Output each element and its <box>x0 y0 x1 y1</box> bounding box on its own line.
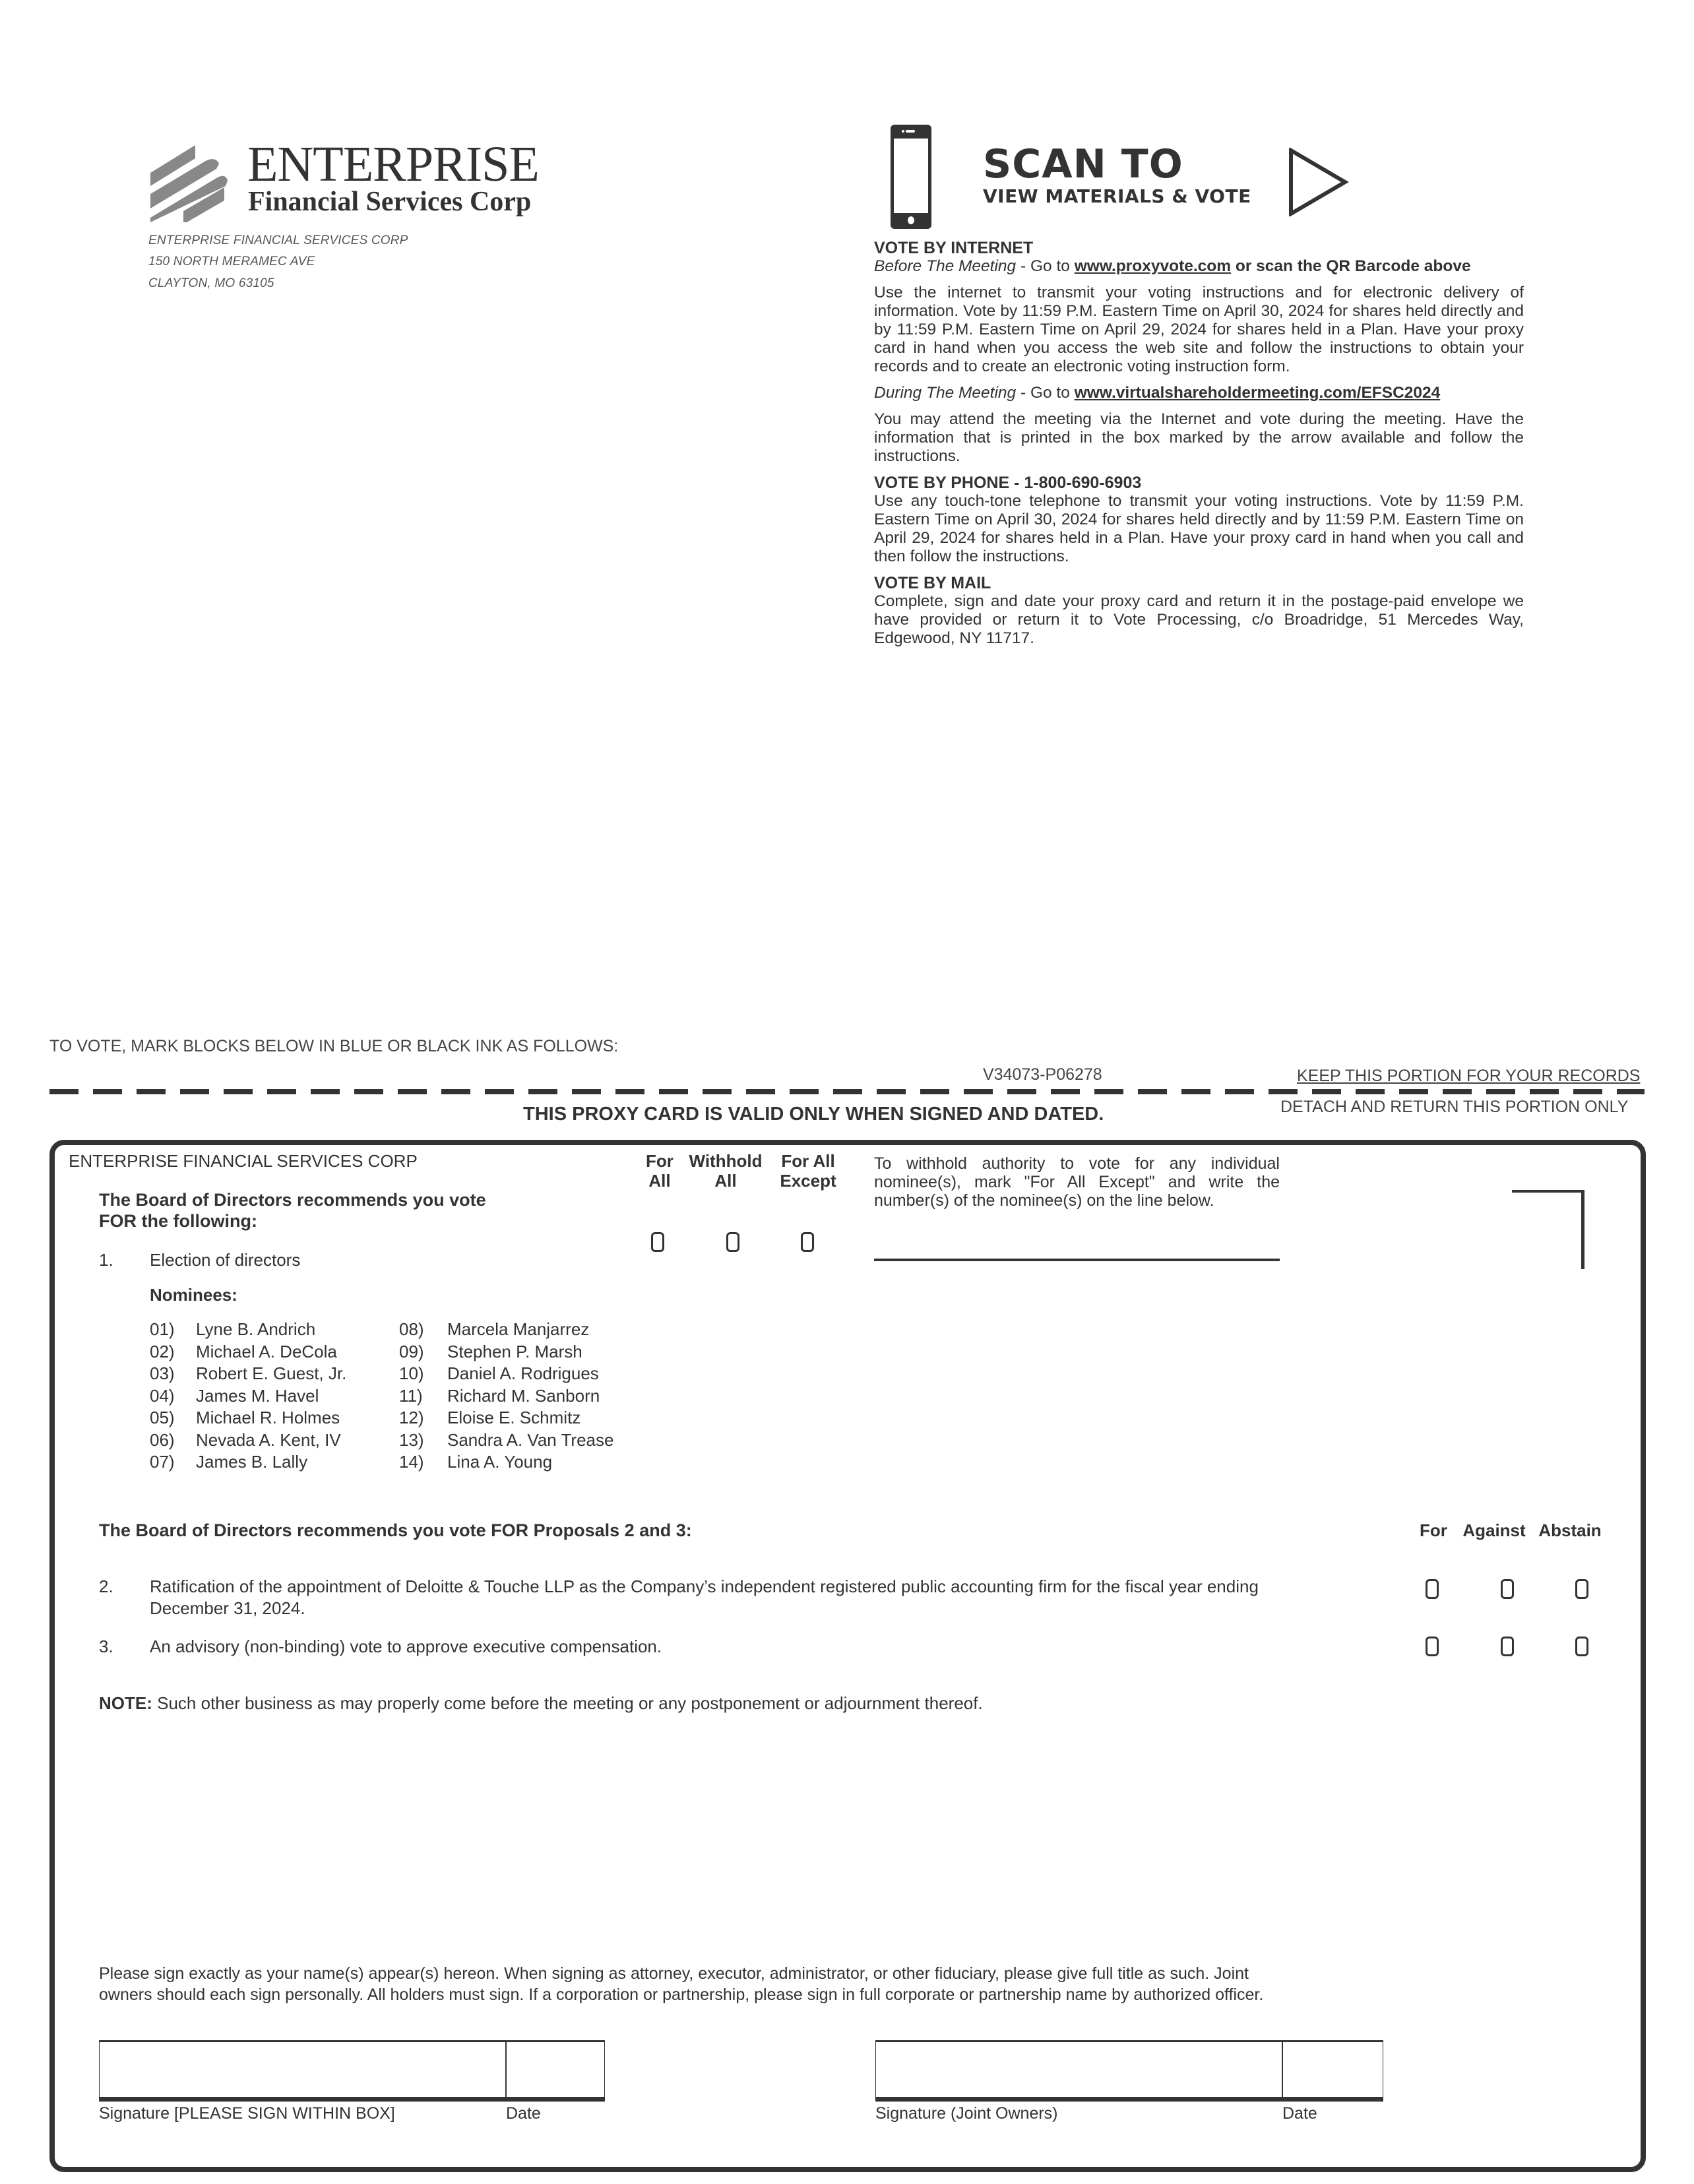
nominee-item: 07) James B. Lally <box>150 1452 308 1472</box>
scan-qr-text: or scan the QR Barcode above <box>1231 257 1471 275</box>
joint-signature-label: Signature (Joint Owners) <box>875 2104 1058 2123</box>
return-address-line2: 150 NORTH MERAMEC AVE <box>148 255 315 268</box>
proposal-2-number: 2. <box>99 1576 113 1596</box>
nominee-list-left <box>150 1319 346 1474</box>
proposal-3-text: An advisory (non-binding) vote to approve executive compensation. <box>150 1637 662 1656</box>
note-line <box>99 1693 983 1714</box>
joint-signature-date-box[interactable] <box>1282 2040 1383 2102</box>
detach-dashed-line[interactable] <box>49 1089 1645 1094</box>
logo-name-line1: ENTERPRISE <box>247 137 539 192</box>
nominee-item: 04) James M. Havel <box>150 1385 319 1406</box>
signature-box[interactable] <box>99 2040 506 2102</box>
sign-instructions-line2: owners should each sign personally. All holders must sign. If a corporation or partnership, please sign in full corporate or partnership name by authorized officer. <box>99 1985 1264 2004</box>
mail-body: Complete, sign and date your proxy card and return it in the postage-paid envelope we have provided or return it to Vote Processing, c/o Broadridge, 51 Mercedes Way, Edgewood, NY 11717. <box>874 592 1524 647</box>
col-for-all: For All <box>646 1151 674 1191</box>
col-abstain: Abstain <box>1538 1520 1602 1540</box>
nominee-item: 03) Robert E. Guest, Jr. <box>150 1363 347 1383</box>
proposal-3-number: 3. <box>99 1637 113 1656</box>
except-nominee-line[interactable] <box>874 1259 1280 1261</box>
proposal-1-text: Election of directors <box>150 1250 301 1270</box>
control-code: V34073-P06278 <box>983 1065 1102 1084</box>
proxyvote-link[interactable]: www.proxyvote.com <box>1074 257 1232 275</box>
vote-by-mail-heading: VOTE BY MAIL <box>874 574 991 592</box>
joint-signature-date-label: Date <box>1282 2104 1317 2123</box>
phone-body: Use any touch-tone telephone to transmit your voting instructions. Vote by 11:59 P.M. Eastern Time on April 30, 2024 for shares held directly and by 11:59 P.M. Eastern Time on April 29, 2024 for shares held in a Plan. Have your proxy card in hand when you call and then follow the instructions. <box>874 492 1524 565</box>
before-meeting-line <box>874 257 1524 276</box>
nominee-list-right <box>399 1319 613 1474</box>
company-logo <box>150 137 546 222</box>
voting-instructions <box>874 239 1524 648</box>
return-address-line3: CLAYTON, MO 63105 <box>148 276 274 290</box>
play-triangle-icon <box>1288 148 1349 216</box>
signature-date-label: Date <box>506 2104 541 2123</box>
board-recommendation-2: The Board of Directors recommends you vote FOR Proposals 2 and 3: <box>99 1520 692 1540</box>
before-goto-text: - Go to <box>1016 257 1075 275</box>
validity-notice: THIS PROXY CARD IS VALID ONLY WHEN SIGNED AND DATED. <box>523 1104 1104 1125</box>
board-recommendation-1-line1: The Board of Directors recommends you vote <box>99 1190 486 1210</box>
withhold-instructions: To withhold authority to vote for any individual nominee(s), mark "For All Except" and write the number(s) of the nominee(s) on the line below. <box>874 1154 1280 1210</box>
nominee-item: 08) Marcela Manjarrez <box>399 1319 590 1339</box>
nominee-item: 09) Stephen P. Marsh <box>399 1341 582 1361</box>
scan-to-subtitle: VIEW MATERIALS & VOTE <box>983 185 1251 207</box>
proposal-2-line2: December 31, 2024. <box>150 1598 305 1618</box>
nominees-label: Nominees: <box>150 1285 237 1305</box>
sign-instructions-line1: Please sign exactly as your name(s) appear(s) hereon. When signing as attorney, executor, administrator, or other fiduciary, please give full title as such. Joint <box>99 1964 1249 1983</box>
checkbox-p3-abstain[interactable] <box>1575 1637 1588 1656</box>
scan-to-title: SCAN TO <box>983 141 1183 187</box>
nominee-item: 06) Nevada A. Kent, IV <box>150 1429 341 1450</box>
signature-date-box[interactable] <box>506 2040 605 2102</box>
during-meeting-label: During The Meeting <box>874 384 1017 402</box>
nominee-item: 12) Eloise E. Schmitz <box>399 1408 581 1427</box>
board-recommendation-1-line2: FOR the following: <box>99 1211 257 1231</box>
during-meeting-line <box>874 384 1524 402</box>
nominee-item: 14) Lina A. Young <box>399 1452 553 1472</box>
nominee-item: 10) Daniel A. Rodrigues <box>399 1363 599 1383</box>
logo-stripes-icon <box>150 140 246 222</box>
checkbox-p3-against[interactable] <box>1501 1637 1514 1656</box>
note-label: NOTE: <box>99 1693 152 1713</box>
detach-return-label: DETACH AND RETURN THIS PORTION ONLY <box>1280 1098 1629 1116</box>
checkbox-p2-for[interactable] <box>1426 1579 1439 1599</box>
col-against: Against <box>1462 1520 1526 1540</box>
checkbox-p3-for[interactable] <box>1426 1637 1439 1656</box>
joint-signature-box[interactable] <box>875 2040 1282 2102</box>
return-address-line1: ENTERPRISE FINANCIAL SERVICES CORP <box>148 234 408 247</box>
col-for-all-except: For All Except <box>780 1151 836 1191</box>
checkbox-for-all[interactable] <box>651 1232 664 1252</box>
signature-label: Signature [PLEASE SIGN WITHIN BOX] <box>99 2104 395 2123</box>
virtual-meeting-link[interactable]: www.virtualshareholdermeeting.com/EFSC2024 <box>1074 384 1441 402</box>
col-for: For <box>1420 1520 1447 1540</box>
note-text: Such other business as may properly come before the meeting or any postponement or adjournment thereof. <box>152 1693 983 1713</box>
nominee-item: 05) Michael R. Holmes <box>150 1408 340 1427</box>
col-withhold-all: Withhold All <box>689 1151 763 1191</box>
registered-mark: ® <box>212 198 218 206</box>
proposal-1-number: 1. <box>99 1250 113 1270</box>
nominee-item: 01) Lyne B. Andrich <box>150 1319 316 1339</box>
vote-by-internet-heading: VOTE BY INTERNET <box>874 239 1034 257</box>
internet-body: Use the internet to transmit your voting instructions and for electronic delivery of information. Vote by 11:59 P.M. Eastern Time on April 30, 2024 for shares held directly and by 11:59 P.M. Eastern Time on April 29, 2024 for shares held in a Plan. Have your proxy card in hand when you access the web site and follow the instructions to obtain your records and to create an electronic voting instruction form. <box>874 284 1524 375</box>
nominee-item: 02) Michael A. DeCola <box>150 1341 337 1361</box>
checkbox-withhold-all[interactable] <box>726 1232 739 1252</box>
proposal-2-line1: Ratification of the appointment of Deloitte & Touche LLP as the Company’s independent registered public accounting firm for the fiscal year ending <box>150 1576 1259 1596</box>
during-meeting-body: You may attend the meeting via the Internet and vote during the meeting. Have the information that is printed in the box marked by the arrow available and follow the instructions. <box>874 410 1524 465</box>
address-corner-mark <box>1512 1190 1584 1269</box>
mark-instruction: TO VOTE, MARK BLOCKS BELOW IN BLUE OR BLACK INK AS FOLLOWS: <box>49 1037 619 1055</box>
checkbox-for-all-except[interactable] <box>801 1232 814 1252</box>
logo-name-line2: Financial Services Corp <box>248 187 532 217</box>
nominee-item: 13) Sandra A. Van Trease <box>399 1429 614 1450</box>
vote-by-phone-heading: VOTE BY PHONE - 1-800-690-6903 <box>874 474 1142 492</box>
checkbox-p2-abstain[interactable] <box>1575 1579 1588 1599</box>
card-company-name: ENTERPRISE FINANCIAL SERVICES CORP <box>69 1151 418 1171</box>
smartphone-icon <box>891 125 931 229</box>
nominee-item: 11) Richard M. Sanborn <box>399 1385 600 1406</box>
before-meeting-label: Before The Meeting <box>874 257 1017 275</box>
checkbox-p2-against[interactable] <box>1501 1579 1514 1599</box>
keep-portion-label: KEEP THIS PORTION FOR YOUR RECORDS <box>1297 1067 1641 1085</box>
during-goto-text: - Go to <box>1016 384 1075 402</box>
